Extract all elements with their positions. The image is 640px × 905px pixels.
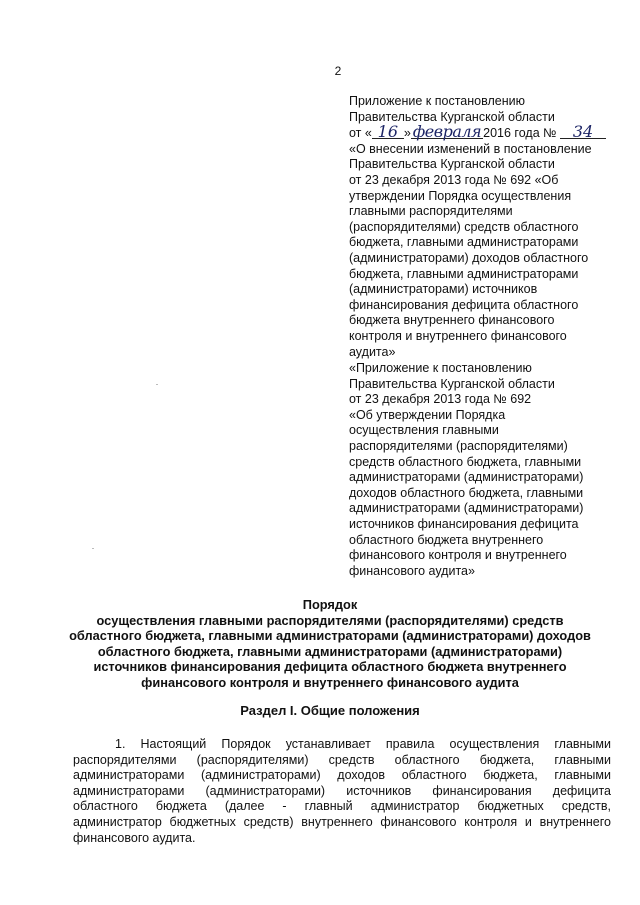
annex-date-line xyxy=(349,122,619,142)
annex-header-line: главными распорядителями xyxy=(349,204,513,219)
scan-speck xyxy=(156,384,158,385)
annex-header-line: аудита» xyxy=(349,344,396,359)
annex-header-line: Правительства Курганской области xyxy=(349,109,555,124)
annex-header-line: финансирования дефицита областного xyxy=(349,297,579,312)
annex-header-line: от 23 декабря 2013 года № 692 «Об xyxy=(349,172,559,187)
previous-annex-line: доходов областного бюджета, главными xyxy=(349,485,584,500)
previous-annex-line: финансового контроля и внутреннего xyxy=(349,548,567,563)
previous-annex-line: средств областного бюджета, главными xyxy=(349,454,582,469)
annex-header-line: бюджета, главными администраторами xyxy=(349,235,579,250)
previous-annex-line: «Об утверждении Порядка xyxy=(349,407,506,422)
previous-annex-line: областного бюджета внутреннего xyxy=(349,532,544,547)
page-number: 2 xyxy=(334,64,342,78)
handwritten-month: февраля xyxy=(412,122,482,142)
annex-header-line: Правительства Курганской области xyxy=(349,157,555,172)
annex-header-line: (распорядителями) средств областного xyxy=(349,219,579,234)
annex-header-line: (администраторами) доходов областного xyxy=(349,250,589,265)
annex-header-line: (администраторами) источников xyxy=(349,282,538,297)
paragraph-line: областного бюджета (далее - главный администратор бюджетных средств, xyxy=(73,799,611,814)
previous-annex-line: осуществления главными xyxy=(349,423,499,438)
paragraph-line: распорядителями (распорядителями) средств областного бюджета, главными xyxy=(73,752,611,767)
previous-annex-line: администраторами (администраторами) xyxy=(349,501,584,516)
title-line: областного бюджета, главными администраторами (администраторами) доходов xyxy=(69,628,591,644)
date-prefix: от « xyxy=(349,126,372,141)
previous-annex-line: от 23 декабря 2013 года № 692 xyxy=(349,392,532,407)
title-line: областного бюджета, главными администраторами (администраторами) xyxy=(97,643,563,659)
previous-annex-line: «Приложение к постановлению xyxy=(349,361,532,375)
annex-header-line: бюджета, главными администраторами xyxy=(349,266,579,281)
scan-speck xyxy=(92,548,94,549)
document-title xyxy=(30,597,630,691)
previous-annex-line: источников финансирования дефицита xyxy=(349,516,579,531)
title-line: источников финансирования дефицита областного бюджета внутреннего xyxy=(93,659,567,675)
annex-header-line: бюджета внутреннего финансового xyxy=(349,313,555,328)
paragraph-line: 1. Настоящий Порядок устанавливает правила осуществления главными xyxy=(115,737,611,751)
annex-header-line: Приложение к постановлению xyxy=(349,94,525,108)
previous-annex-line: администраторами (администраторами) xyxy=(349,470,584,485)
paragraph-line: финансового аудита. xyxy=(73,830,196,845)
annex-header-line: «О внесении изменений в постановление xyxy=(349,141,592,156)
previous-annex-line: финансового аудита» xyxy=(349,563,475,578)
handwritten-number: 34 xyxy=(560,125,606,139)
title-line: осуществления главными распорядителями (распорядителями) средств xyxy=(96,612,564,628)
paragraph-line: администраторами (администраторами) доходов областного бюджета, главными xyxy=(73,768,611,783)
date-year: 2016 года № xyxy=(483,126,557,141)
annex-header-line: утверждении Порядка осуществления xyxy=(349,188,572,203)
annex-header-line: контроля и внутреннего финансового xyxy=(349,328,567,343)
paragraph-1 xyxy=(73,737,611,846)
annex-header-block xyxy=(349,94,619,360)
previous-annex-line: Правительства Курганской области xyxy=(349,376,555,391)
section-heading: Раздел I. Общие положения xyxy=(240,703,420,718)
date-mid: » xyxy=(403,126,411,141)
handwritten-day: 16 xyxy=(372,125,404,139)
previous-annex-line: распорядителями (распорядителями) xyxy=(349,438,568,453)
paragraph-line: администратор бюджетных средств) внутреннего финансового контроля и внутреннего xyxy=(73,814,611,829)
paragraph-line: администраторами (администраторами) источников финансирования дефицита xyxy=(73,783,611,798)
title-line: финансового контроля и внутреннего финансового аудита xyxy=(141,674,519,690)
title-line: Порядок xyxy=(302,597,358,612)
previous-annex-block xyxy=(349,361,619,579)
